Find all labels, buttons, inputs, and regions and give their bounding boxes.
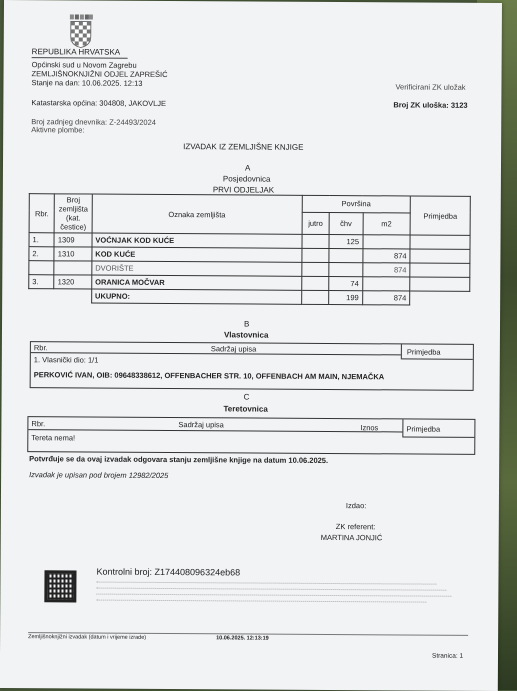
issued-number: Izvadak je upisan pod brojem 12982/2025: [29, 470, 169, 481]
cell-primjedba: [410, 235, 470, 249]
cell-chv: [329, 248, 363, 262]
col-oznaka: Oznaka zemljišta: [92, 194, 302, 234]
cell-broj: 1320: [54, 275, 92, 289]
cell-broj: 1310: [54, 247, 92, 261]
section-a-subtitle: PRVI ODJELJAK: [212, 185, 275, 195]
qr-code-icon: [44, 570, 76, 602]
divider: [402, 436, 474, 437]
land-table: [28, 193, 471, 306]
section-c-letter: C: [243, 392, 250, 402]
cell-jutro: [302, 262, 329, 276]
section-c-title: Teretovnica: [223, 404, 268, 414]
zk-number: Broj ZK uloška: 3123: [393, 100, 468, 110]
cell-primjedba: [410, 277, 470, 291]
broj-line: Broj: [66, 195, 81, 205]
cell-chv: 74: [329, 276, 363, 290]
cell-oznaka: DVORIŠTE: [92, 261, 302, 276]
zemljista-line: zemljišta: [58, 204, 88, 214]
cell-rbr: 3.: [29, 275, 54, 289]
section-b-letter: B: [243, 319, 250, 329]
cell-jutro: [302, 234, 329, 248]
last-diary: Broj zadnjeg dnevnika: Z-24493/2024: [31, 117, 156, 127]
country-name: REPUBLIKA HRVATSKA: [31, 47, 121, 57]
cell-rbr: [29, 261, 54, 275]
cell-empty: [54, 289, 92, 303]
total-label: UKUPNO:: [91, 289, 301, 304]
cell-primjedba: [410, 249, 470, 263]
total-chv: 199: [329, 290, 363, 304]
cell-primjedba: [410, 263, 470, 277]
cell-oznaka: KOD KUĆE: [92, 247, 302, 262]
cell-jutro: [301, 276, 328, 290]
cell-m2: 874: [362, 249, 410, 263]
cell-chv: [329, 262, 363, 276]
divider: [401, 358, 473, 359]
cell-oznaka: ORANICA MOČVAR: [92, 275, 302, 290]
cell-m2: 874: [362, 263, 410, 277]
total-m2: 874: [362, 291, 410, 305]
encumbrance-box: [27, 416, 475, 455]
cell-chv: 125: [329, 234, 363, 248]
c-iznos-header: Iznos: [360, 423, 379, 433]
cell-jutro: [302, 248, 329, 262]
section-a-letter: A: [244, 163, 251, 173]
cell-m2: [362, 277, 410, 291]
col-povrsina: Površina: [302, 195, 411, 212]
cadastral-municipality: Katastarska općina: 304808, JAKOVLJE: [31, 98, 167, 108]
no-encumbrance: Tereta nema!: [31, 433, 76, 443]
fine-print: [96, 579, 456, 603]
ownership-box: [30, 341, 474, 391]
cestice-line: čestice): [60, 222, 87, 232]
referent-title: ZK referent:: [335, 522, 376, 532]
b-rbr-header: Rbr.: [33, 343, 48, 353]
cell-empty: [410, 291, 470, 305]
control-number: Kontrolni broj: Z174408096324eb68: [96, 566, 241, 578]
active-seals: Aktivne plombe:: [31, 125, 85, 135]
c-sadrzaj-header: Sadržaj upisa: [178, 420, 224, 430]
department-name: ZEMLJIŠNOKNJIŽNI ODJEL ZAPREŠIĆ: [31, 69, 168, 80]
cell-m2: [362, 235, 410, 249]
col-m2: m2: [363, 212, 411, 235]
divider: [32, 57, 128, 59]
cell-broj: 1309: [54, 233, 92, 247]
col-rbr: Rbr.: [29, 194, 55, 233]
owner-details: PERKOVIĆ IVAN, OIB: 09648338612, OFFENBACHER STR. 10, OFFENBACH AM MAIN, NJEMAČKA: [33, 370, 385, 382]
izdao-label: Izdao:: [345, 501, 367, 511]
coat-of-arms-icon: [68, 14, 94, 48]
footer-datetime: 10.06.2025. 12:13:19: [216, 635, 269, 642]
cell-broj: [54, 261, 92, 275]
section-a-title: Posjedovnica: [222, 174, 271, 184]
col-broj: [54, 194, 92, 233]
divider: [402, 419, 403, 436]
col-chv: čhv: [329, 212, 363, 235]
divider: [28, 429, 402, 432]
kat-line: (kat.: [65, 213, 81, 223]
col-jutro: jutro: [302, 212, 329, 235]
b-primjedba-header: Primjedba: [406, 347, 441, 357]
ownership-share: 1. Vlasnički dio: 1/1: [33, 355, 99, 365]
cell-oznaka: VOĆNJAK KOD KUĆE: [92, 233, 302, 248]
col-primjedba: Primjedba: [410, 196, 470, 235]
cell-rbr: 1.: [29, 233, 54, 247]
c-primjedba-header: Primjedba: [406, 424, 441, 434]
cell-rbr: 2.: [29, 247, 54, 261]
cell-empty: [29, 289, 54, 303]
total-row: [29, 289, 470, 306]
state-date: Stanje na dan: 10.06.2025. 12:13: [31, 78, 143, 88]
page-number: Stranica: 1: [431, 652, 464, 660]
confirmation-text: Potvrđuje se da ovaj izvadak odgovara stanju zemljišne knjige na datum 10.06.2025.: [29, 454, 329, 465]
section-b-title: Vlastovnica: [223, 330, 269, 340]
verified-label: Verificirani ZK uložak: [395, 82, 466, 92]
b-sadrzaj-header: Sadržaj upisa: [210, 344, 257, 354]
cell-jutro: [301, 290, 328, 304]
document-title: IZVADAK IZ ZEMLJIŠNE KNJIGE: [183, 142, 304, 152]
court-name: Općinski sud u Novom Zagrebu: [31, 60, 137, 70]
referent-name: MARTINA JONJIĆ: [320, 532, 383, 543]
divider: [401, 344, 402, 358]
c-rbr-header: Rbr.: [31, 419, 46, 429]
footer-label: Zemljišnoknjižni izvadak (datum i vrijeme izrade): [28, 634, 147, 641]
